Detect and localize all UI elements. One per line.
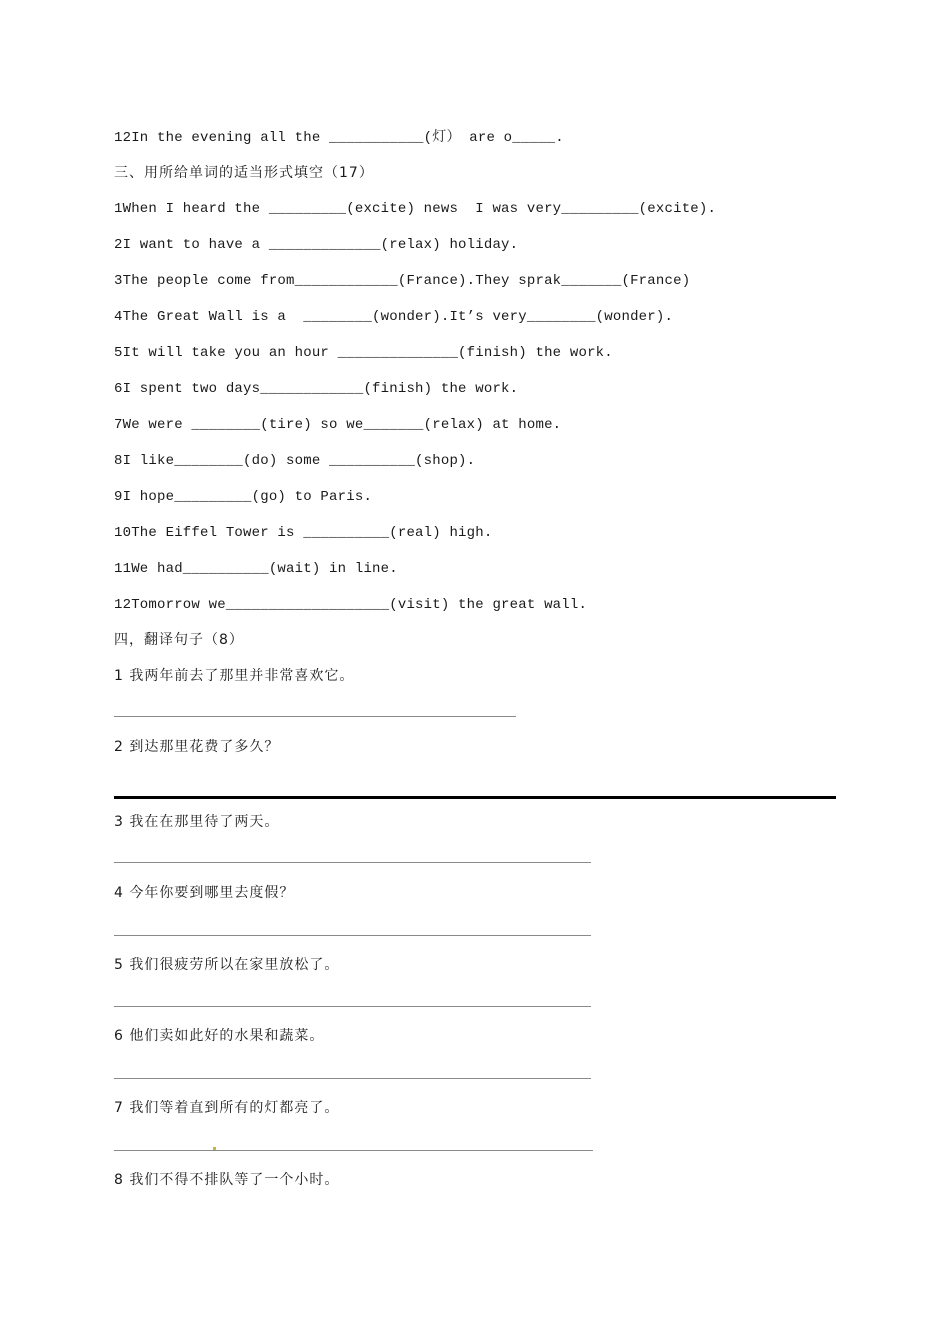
- answer-line-2: [114, 796, 836, 799]
- answer-line-6: [114, 1078, 591, 1079]
- section3-item-11: 11We had__________(wait) in line.: [114, 561, 398, 577]
- section4-item-4: 4 今年你要到哪里去度假？: [114, 885, 295, 901]
- section4-heading: 四，翻译句子（8）: [114, 632, 244, 648]
- section4-item-8: 8 我们不得不排队等了一个小时。: [114, 1172, 340, 1188]
- section4-item-1: 1 我两年前去了那里并非常喜欢它。: [114, 668, 355, 684]
- section3-item-7: 7We were ________(tire) so we_______(relax) at home.: [114, 417, 562, 433]
- section3-item-4: 4The Great Wall is a ________(wonder).It’s very________(wonder).: [114, 309, 674, 325]
- section3-item-9: 9I hope_________(go) to Paris.: [114, 489, 373, 505]
- section4-item-3: 3 我在在那里待了两天。: [114, 814, 280, 830]
- part2-item-12: 12In the evening all the ___________(灯） are o_____.: [114, 130, 564, 146]
- section3-item-3: 3The people come from____________(France).They sprak_______(France): [114, 273, 691, 289]
- ink-speck: [213, 1147, 216, 1150]
- answer-line-7: [114, 1150, 593, 1151]
- section3-heading: 三、用所给单词的适当形式填空（17）: [114, 165, 374, 181]
- section4-item-6: 6 他们卖如此好的水果和蔬菜。: [114, 1028, 325, 1044]
- section4-item-5: 5 我们很疲劳所以在家里放松了。: [114, 957, 340, 973]
- answer-line-4: [114, 935, 591, 936]
- section3-item-10: 10The Eiffel Tower is __________(real) high.: [114, 525, 493, 541]
- answer-line-5: [114, 1006, 591, 1007]
- answer-line-3: [114, 862, 591, 863]
- section4-item-7: 7 我们等着直到所有的灯都亮了。: [114, 1100, 340, 1116]
- answer-line-1: [114, 716, 516, 717]
- section3-item-12: 12Tomorrow we___________________(visit) the great wall.: [114, 597, 588, 613]
- section4-item-2: 2 到达那里花费了多久？: [114, 739, 280, 755]
- section3-item-2: 2I want to have a _____________(relax) holiday.: [114, 237, 519, 253]
- section3-item-8: 8I like________(do) some __________(shop).: [114, 453, 476, 469]
- section3-item-1: 1When I heard the _________(excite) news I was very_________(excite).: [114, 201, 717, 217]
- section3-item-6: 6I spent two days____________(finish) the work.: [114, 381, 519, 397]
- section3-item-5: 5It will take you an hour ______________(finish) the work.: [114, 345, 613, 361]
